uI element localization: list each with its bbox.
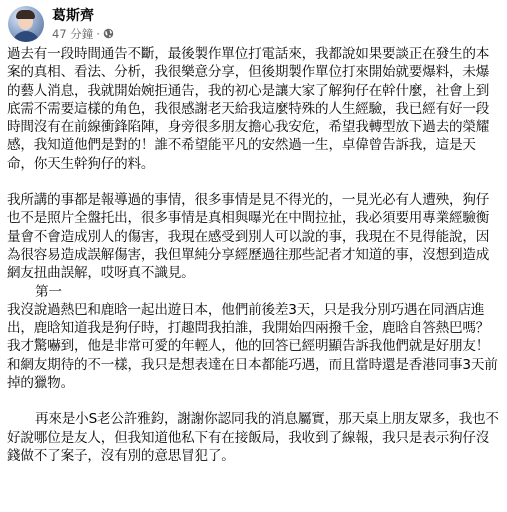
- post-subline: [52, 27, 114, 41]
- globe-icon[interactable]: [103, 28, 114, 39]
- post-paragraph: 再來是小S老公許雅鈞，謝謝你認同我的消息屬實，那天桌上朋友眾多，我也不好說哪位是友人，但我知道他私下有在接飯局，我收到了線報，我只是表示狗仔沒錢做不了案子，沒有別的意思冒犯了。: [7, 411, 499, 464]
- post-paragraph: 第一: [35, 283, 62, 300]
- post-paragraph: 我沒說過熱巴和鹿晗一起出遊日本，他們前後差3天，只是我分別巧遇在同酒店進出，鹿晗知道我是狗仔時，打趣問我拍誰，我開始四兩撥千金，鹿晗自答熱巴嗎？我才驚嚇到，他是非常可愛的年輕人，他的回答已經明顯告訴我他們就是好朋友！和網友期待的不一樣，我只是想表達在日本都能巧遇，而且當時還是香港同事3天前掉的獵物。: [7, 301, 498, 392]
- avatar[interactable]: [8, 6, 44, 42]
- post-header: [8, 6, 114, 42]
- post-body: [7, 45, 500, 465]
- post-meta: [52, 8, 114, 41]
- separator-dot: ·: [96, 26, 100, 41]
- author-name[interactable]: 葛斯齊: [52, 7, 94, 24]
- post-paragraph: 過去有一段時間通告不斷，最後製作單位打電話來，我都說如果要談正在發生的本案的真相、看法、分析，我很樂意分享，但後期製作單位打來開始就要爆料，未爆的藝人消息，我就開始婉拒通告，我的初心是讓大家了解狗仔在幹什麼，社會上到底需不需要這樣的角色，我很感謝老天給我這麼特殊的人生經驗，我已經有好一段時間沒有在前線衝鋒陷陣，身旁很多朋友擔心我安危，希望我轉型放下過去的榮耀感，我知道他們是對的！誰不希望能平凡的安然過一生，卓偉曾告訴我，這是天命，你天生幹狗仔的料。: [7, 46, 490, 172]
- post-paragraph: 我所講的事都是報導過的事情，很多事情是見不得光的，一見光必有人遭殃，狗仔也不是照片全盤托出，很多事情是真相與曝光在中間拉扯，我必須要用專業經驗衡量會不會造成別人的傷害，我現在感受到別人可以說的事，我現在不見得能說，因為很容易造成誤解傷害，我但單純分享經歷過往那些記者才知道的事，沒想到造成網友扭曲誤解，哎呀真不識見。: [7, 192, 490, 282]
- post-timestamp[interactable]: 47 分鐘: [52, 26, 94, 41]
